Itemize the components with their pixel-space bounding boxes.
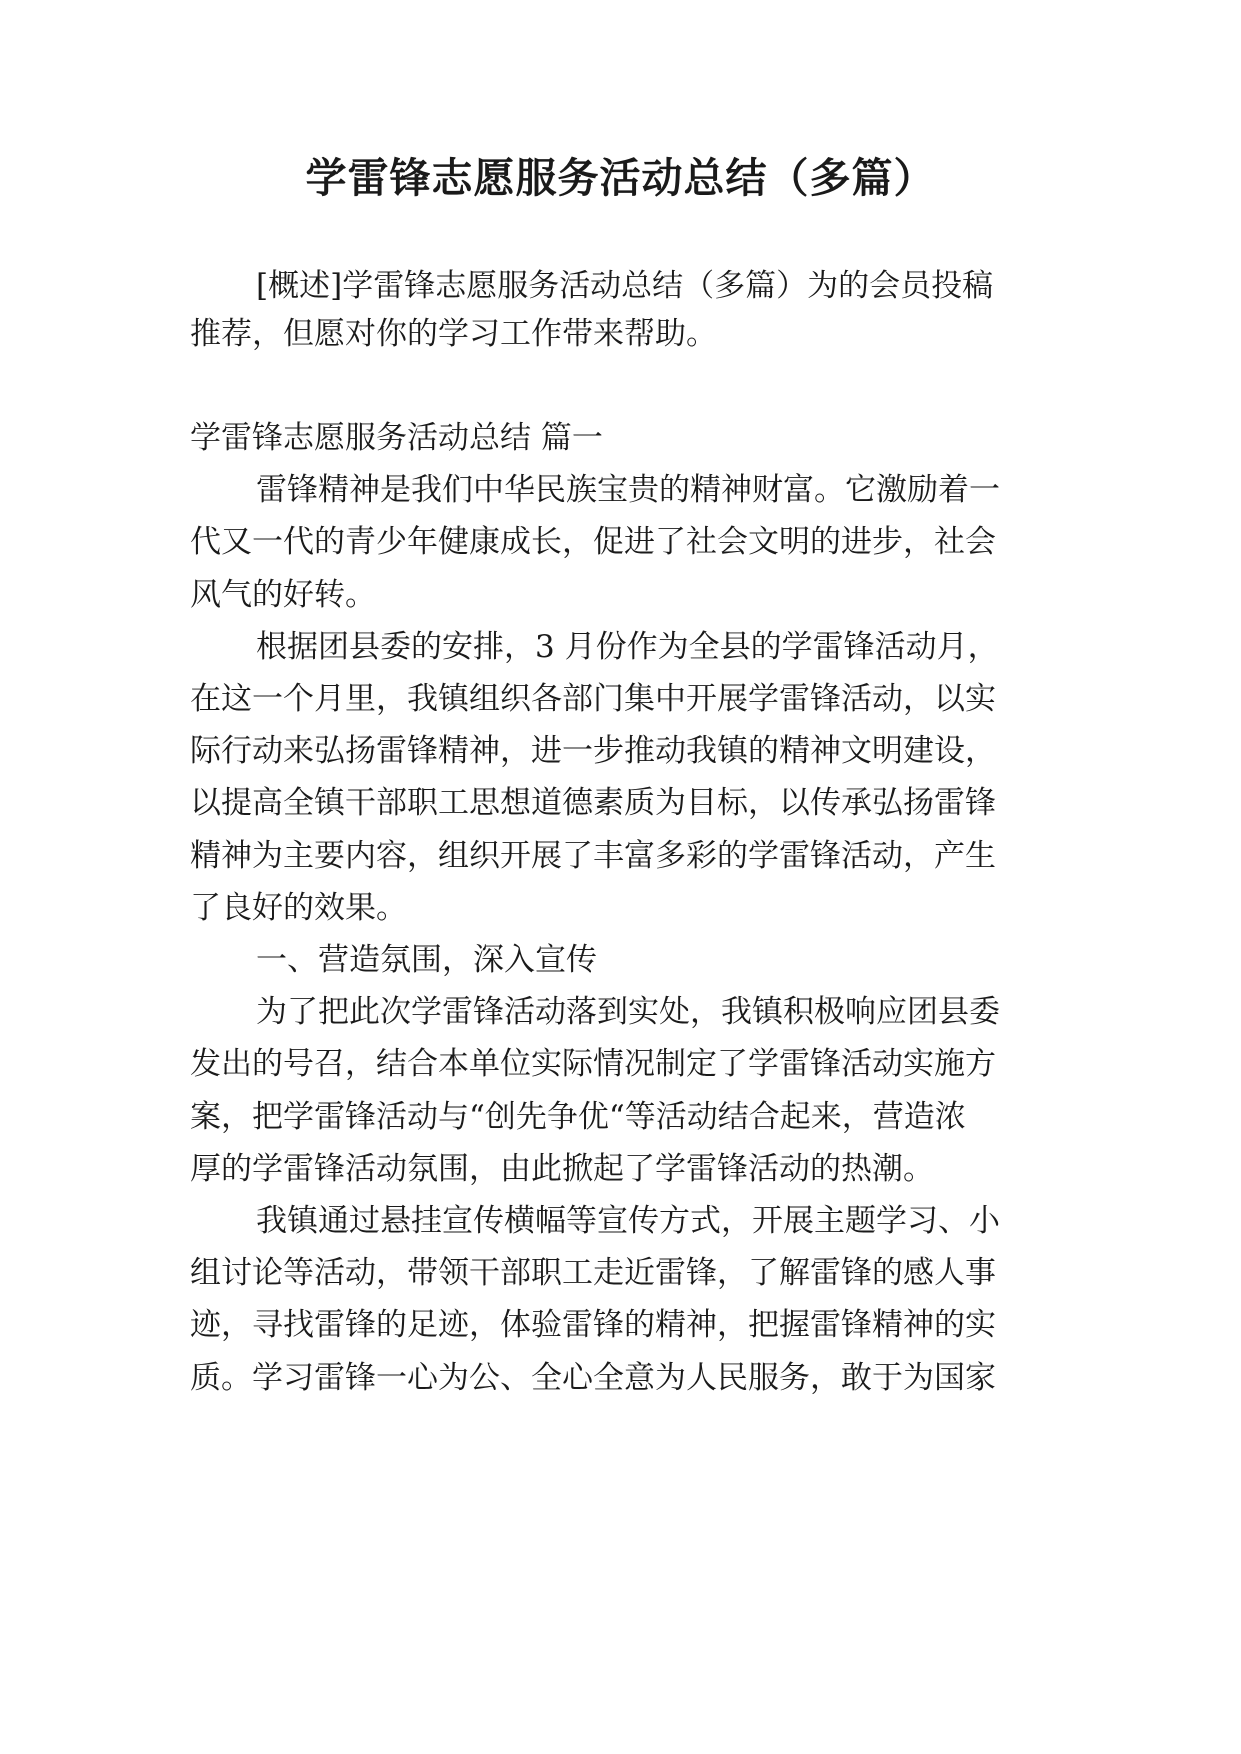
paragraph-line: 了良好的效果。 bbox=[190, 890, 407, 926]
summary-line: [概述]学雷锋志愿服务活动总结（多篇）为的会员投稿 bbox=[256, 268, 994, 304]
paragraph-line: 组讨论等活动，带领干部职工走近雷锋，了解雷锋的感人事 bbox=[190, 1255, 996, 1291]
paragraph-line: 际行动来弘扬雷锋精神，进一步推动我镇的精神文明建设， bbox=[190, 733, 996, 769]
subheading: 一、营造氛围，深入宣传 bbox=[256, 942, 597, 978]
paragraph-line: 代又一代的青少年健康成长，促进了社会文明的进步，社会 bbox=[190, 524, 996, 560]
paragraph-line: 雷锋精神是我们中华民族宝贵的精神财富。它激励着一 bbox=[256, 472, 1000, 508]
paragraph-line: 厚的学雷锋活动氛围，由此掀起了学雷锋活动的热潮。 bbox=[190, 1151, 934, 1187]
paragraph-line: 以提高全镇干部职工思想道德素质为目标，以传承弘扬雷锋 bbox=[190, 785, 996, 821]
paragraph-line: 迹，寻找雷锋的足迹，体验雷锋的精神，把握雷锋精神的实 bbox=[190, 1307, 996, 1343]
paragraph-line: 在这一个月里，我镇组织各部门集中开展学雷锋活动，以实 bbox=[190, 681, 996, 717]
summary-line: 推荐，但愿对你的学习工作带来帮助。 bbox=[190, 316, 717, 352]
paragraph-line: 根据团县委的安排，3 月份作为全县的学雷锋活动月， bbox=[256, 629, 999, 665]
paragraph-line: 案，把学雷锋活动与“创先争优“等活动结合起来，营造浓 bbox=[190, 1099, 966, 1135]
paragraph-line: 质。学习雷锋一心为公、全心全意为人民服务，敢于为国家 bbox=[190, 1360, 996, 1396]
paragraph-line: 风气的好转。 bbox=[190, 577, 376, 613]
section-heading: 学雷锋志愿服务活动总结 篇一 bbox=[190, 420, 603, 456]
paragraph-line: 为了把此次学雷锋活动落到实处，我镇积极响应团县委 bbox=[256, 994, 1000, 1030]
paragraph-line: 发出的号召，结合本单位实际情况制定了学雷锋活动实施方 bbox=[190, 1046, 996, 1082]
paragraph-line: 精神为主要内容，组织开展了丰富多彩的学雷锋活动，产生 bbox=[190, 838, 996, 874]
document-title: 学雷锋志愿服务活动总结（多篇） bbox=[305, 154, 936, 202]
paragraph-line: 我镇通过悬挂宣传横幅等宣传方式，开展主题学习、小 bbox=[256, 1203, 1000, 1239]
